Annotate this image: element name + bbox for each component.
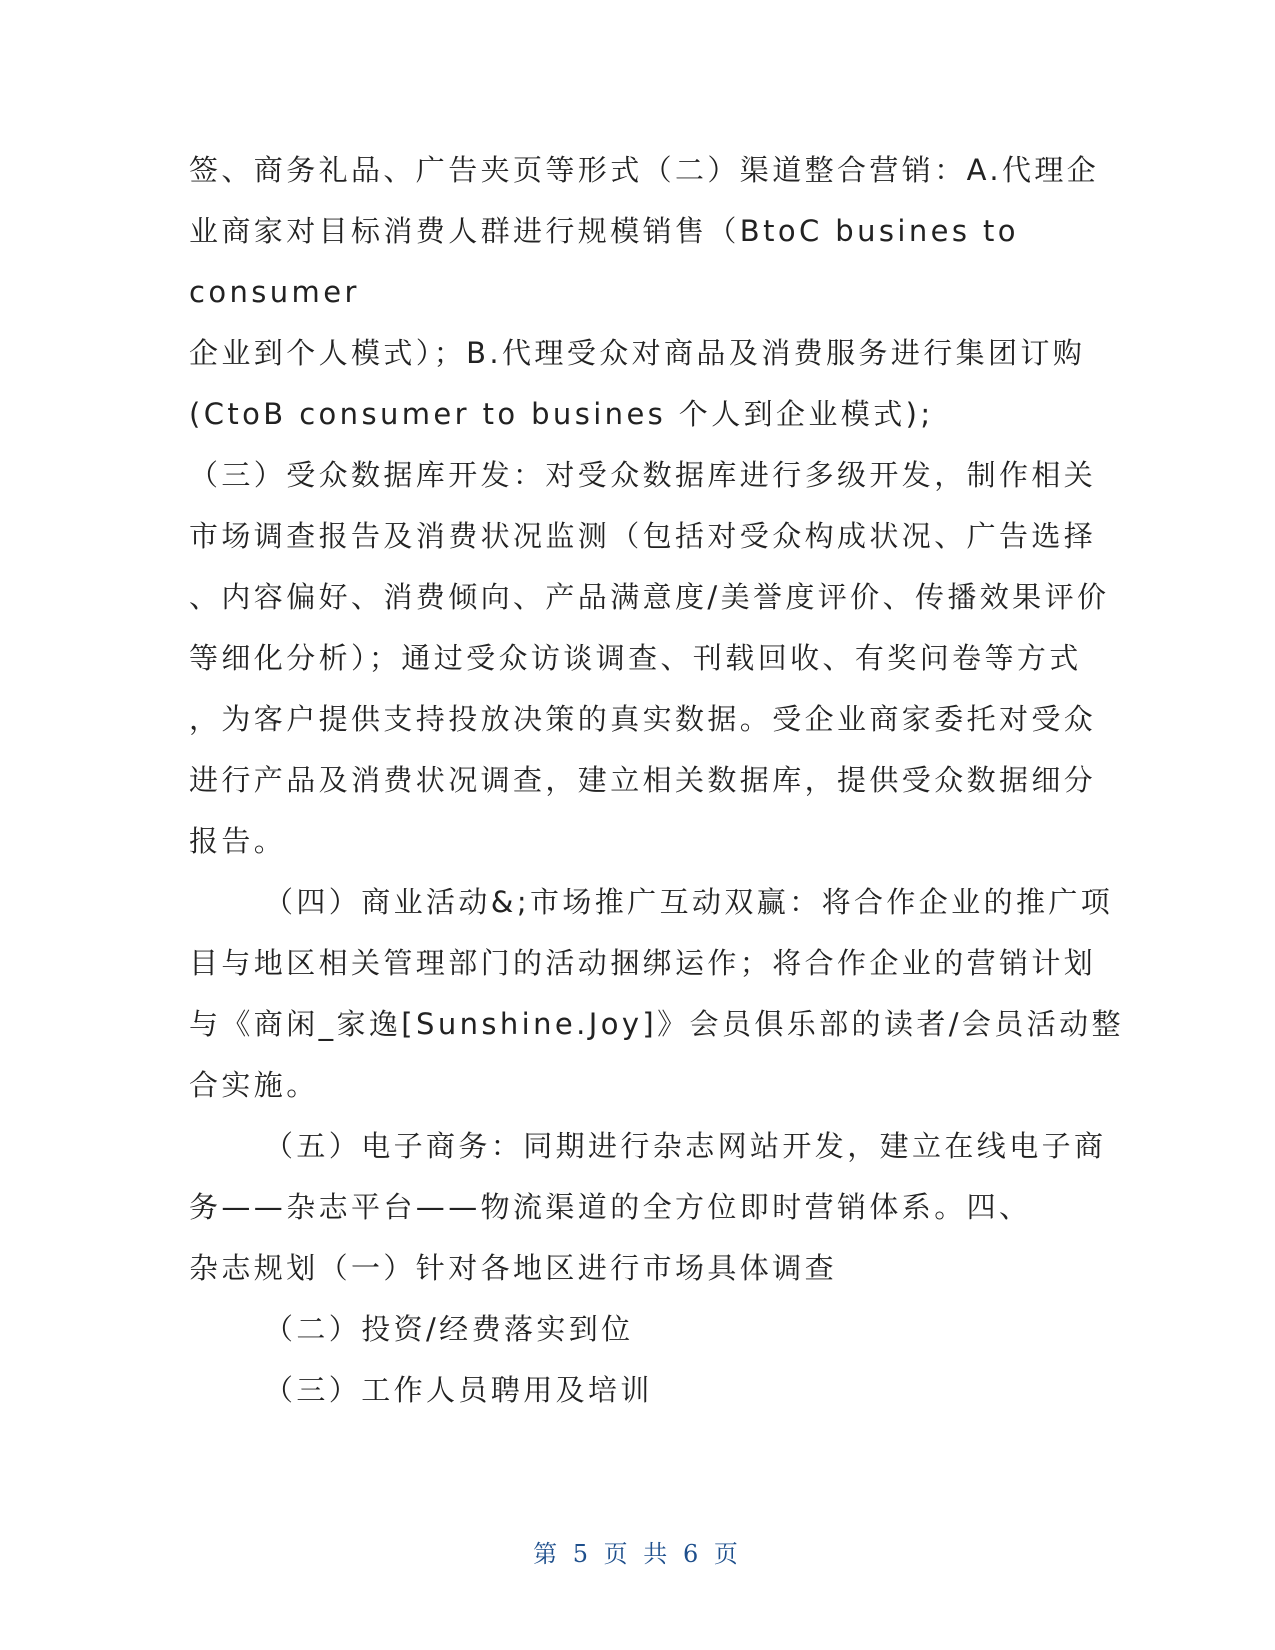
text-line: consumer: [189, 275, 360, 309]
text-line: 、内容偏好、消费倾向、产品满意度/美誉度评价、传播效果评价: [189, 580, 1110, 614]
text-line: （三）工作人员聘用及培训: [264, 1373, 653, 1407]
text-line: (CtoB consumer to busines 个人到企业模式);: [189, 397, 934, 431]
text-line: （四）商业活动&;市场推广互动双赢：将合作企业的推广项: [264, 885, 1114, 919]
text-line: 杂志规划（一）针对各地区进行市场具体调查: [189, 1251, 838, 1285]
text-line: （五）电子商务：同期进行杂志网站开发，建立在线电子商: [264, 1129, 1107, 1163]
text-line: （二）投资/经费落实到位: [264, 1312, 634, 1346]
text-line: 报告。: [189, 824, 287, 858]
text-line: 合实施。: [189, 1068, 319, 1102]
text-line: 市场调查报告及消费状况监测（包括对受众构成状况、广告选择: [189, 519, 1097, 553]
document-body: [189, 140, 1124, 1421]
text-line: ，为客户提供支持投放决策的真实数据。受企业商家委托对受众: [189, 702, 1097, 736]
text-line: 签、商务礼品、广告夹页等形式（二）渠道整合营销：A.代理企: [189, 153, 1100, 187]
text-line: 等细化分析）；通过受众访谈调查、刊载回收、有奖问卷等方式: [189, 641, 1082, 675]
text-line: 业商家对目标消费人群进行规模销售（BtoC busines to: [189, 214, 1019, 248]
text-line: （三）受众数据库开发：对受众数据库进行多级开发，制作相关: [189, 458, 1097, 492]
text-line: 目与地区相关管理部门的活动捆绑运作；将合作企业的营销计划: [189, 946, 1097, 980]
text-line: 与《商闲_家逸[Sunshine.Joy]》会员俱乐部的读者/会员活动整: [189, 1007, 1124, 1041]
text-line: 务——杂志平台——物流渠道的全方位即时营销体系。四、: [189, 1190, 1032, 1224]
text-line: 进行产品及消费状况调查，建立相关数据库，提供受众数据细分: [189, 763, 1097, 797]
text-line: 企业到个人模式）；B.代理受众对商品及消费服务进行集团订购: [189, 336, 1086, 370]
page-number-footer: 第 5 页 共 6 页: [533, 1540, 742, 1568]
